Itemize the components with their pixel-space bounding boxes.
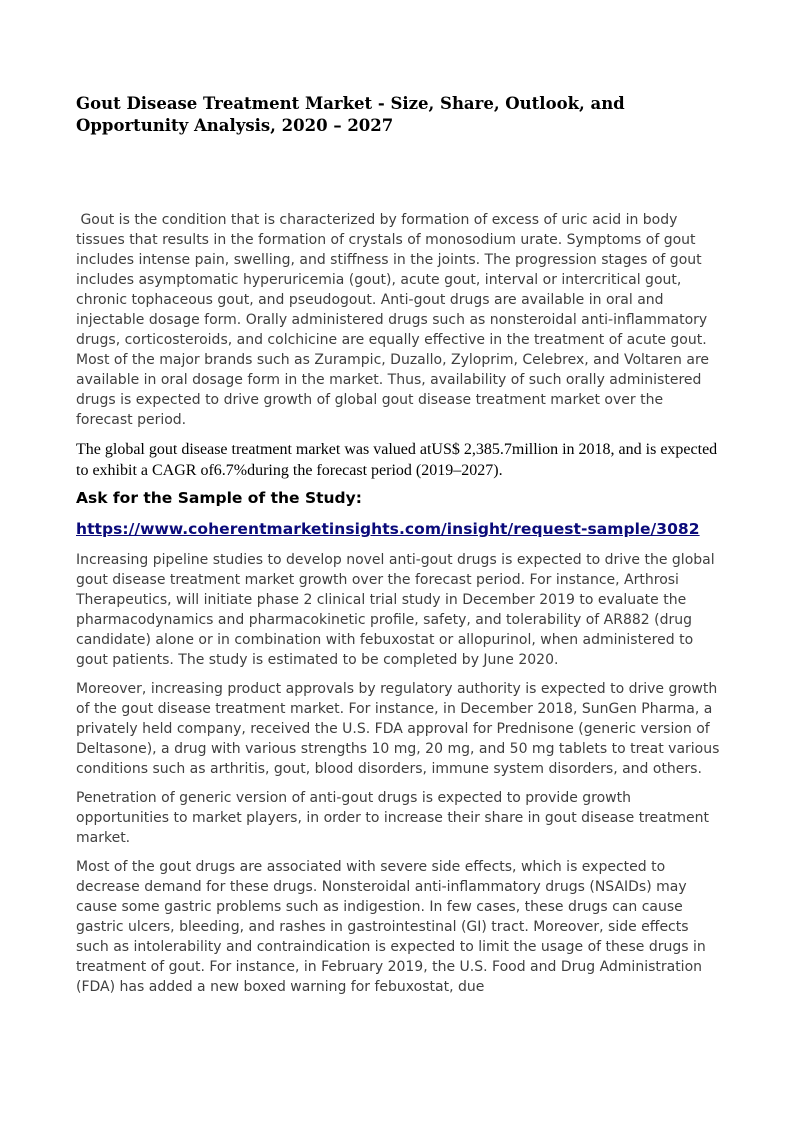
intro-paragraph: Gout is the condition that is characterized by formation of excess of uric acid in body tissues that results in the formation of crystals of monosodium urate. Symptoms of gout includes intense pain, swelling, and stiffness in the joints. The progression stages of gout includes asymptomatic hyperuricemia (gout), acute gout, interval or intercritical gout, chronic tophaceous gout, and pseudogout. Anti-gout drugs are available in oral and injectable dosage form. Orally administered drugs such as nonsteroidal anti-inflammatory drugs, corticosteroids, and colchicine are equally effective in the treatment of acute gout. Most of the major brands such as Zurampic, Duzallo, Zyloprim, Celebrex, and Voltaren are available in oral dosage form in the market. Thus, availability of such orally administered drugs is expected to drive growth of global gout disease treatment market over the forecast period. bbox=[76, 212, 714, 428]
document-page bbox=[76, 93, 721, 1006]
document-title: Gout Disease Treatment Market - Size, Share, Outlook, and Opportunity Analysis, 2020 – 2027 bbox=[76, 94, 625, 135]
product-approvals-paragraph: Moreover, increasing product approvals by regulatory authority is expected to drive growth of the gout disease treatment market. For instance, in December 2018, SunGen Pharma, a privately held company, received the U.S. FDA approval for Prednisone (generic version of Deltasone), a drug with various strengths 10 mg, 20 mg, and 50 mg tablets to treat various conditions such as arthritis, gout, blood disorders, immune system disorders, and others. bbox=[76, 681, 720, 777]
sample-request-heading: Ask for the Sample of the Study: bbox=[76, 489, 362, 507]
document-body bbox=[76, 210, 721, 997]
market-value-paragraph: The global gout disease treatment market was valued atUS$ 2,385.7million in 2018, and is expected to exhibit a CAGR of6.7%during the forecast period (2019–2027). bbox=[76, 441, 718, 479]
pipeline-studies-paragraph: Increasing pipeline studies to develop novel anti-gout drugs is expected to drive the global gout disease treatment market growth over the forecast period. For instance, Arthrosi Therapeutics, will initiate phase 2 clinical trial study in December 2019 to evaluate the pharmacodynamics and pharmacokinetic profile, safety, and tolerability of AR882 (drug candidate) alone or in combination with febuxostat or allopurinol, when administered to gout patients. The study is estimated to be completed by June 2020. bbox=[76, 552, 715, 668]
generic-penetration-paragraph: Penetration of generic version of anti-gout drugs is expected to provide growth opportunities to market players, in order to increase their share in gout disease treatment market. bbox=[76, 790, 709, 846]
side-effects-paragraph: Most of the gout drugs are associated with severe side effects, which is expected to decrease demand for these drugs. Nonsteroidal anti-inflammatory drugs (NSAIDs) may cause some gastric problems such as indigestion. In few cases, these drugs can cause gastric ulcers, bleeding, and rashes in gastrointestinal (GI) tract. Moreover, side effects such as intolerability and contraindication is expected to limit the usage of these drugs in treatment of gout. For instance, in February 2019, the U.S. Food and Drug Administration (FDA) has added a new boxed warning for febuxostat, due bbox=[76, 859, 706, 995]
sample-request-link[interactable]: https://www.coherentmarketinsights.com/insight/request-sample/3082 bbox=[76, 520, 700, 538]
